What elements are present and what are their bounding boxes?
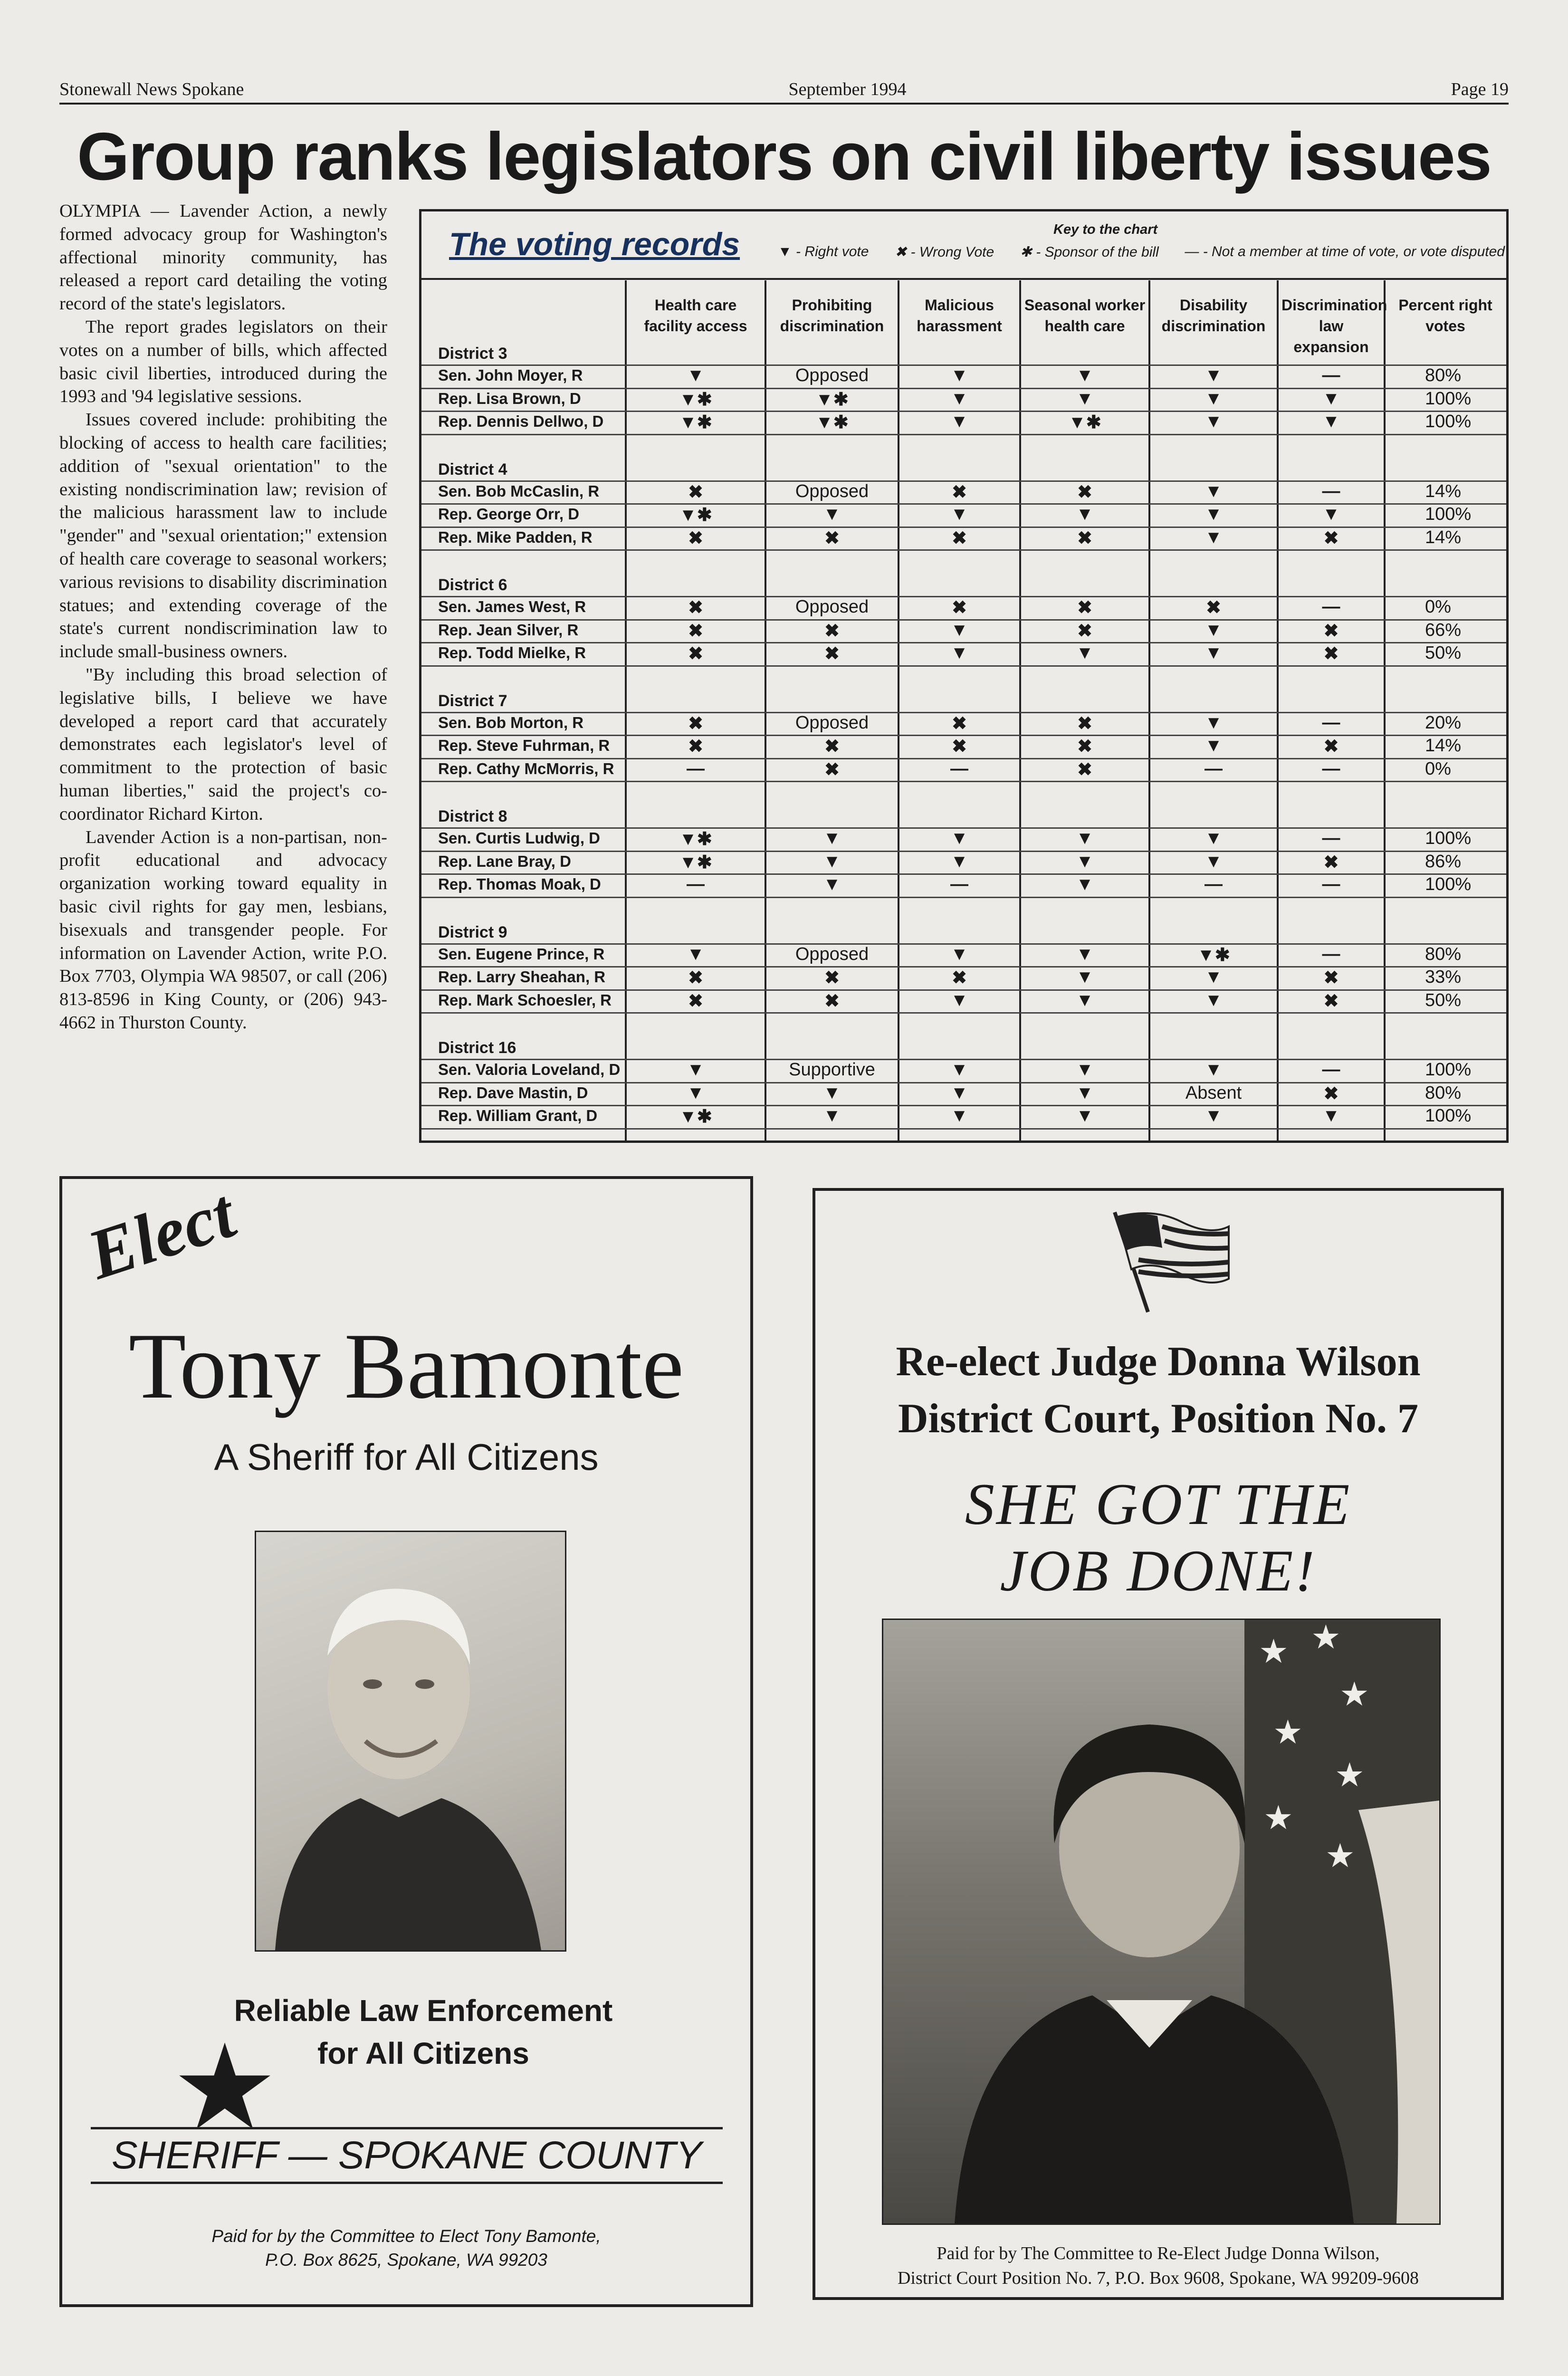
district-label: District 6 bbox=[438, 576, 507, 594]
vote-cell: ✖ bbox=[688, 713, 703, 734]
vote-cell: ✖ bbox=[1323, 621, 1339, 641]
svg-text:★: ★ bbox=[1273, 1713, 1303, 1752]
vote-cell: ▼✱ bbox=[1068, 412, 1101, 432]
portrait-illustration bbox=[883, 1620, 1439, 2223]
percent-cell: 50% bbox=[1425, 643, 1462, 663]
vote-cell: ▼ bbox=[950, 1060, 968, 1080]
vote-cell: ▼ bbox=[687, 365, 705, 385]
paid-for-notice bbox=[815, 2241, 1501, 2290]
vote-cell: ▼ bbox=[1076, 944, 1094, 964]
vote-cell: ▼ bbox=[1076, 643, 1094, 663]
legislator-name: Rep. Thomas Moak, D bbox=[438, 875, 601, 893]
vote-cell: ▼ bbox=[1322, 504, 1340, 524]
vote-cell: ▼ bbox=[1205, 967, 1223, 987]
vote-cell: ▼✱ bbox=[815, 412, 849, 432]
vote-cell: ▼✱ bbox=[1197, 945, 1230, 965]
vote-cell: — bbox=[1322, 365, 1340, 385]
american-flag-icon bbox=[1110, 1207, 1233, 1319]
vote-cell: ▼ bbox=[1205, 412, 1223, 431]
key-not-member: — - Not a member at time of vote, or vote disputed bbox=[1185, 244, 1505, 259]
vote-cell: ▼ bbox=[1322, 388, 1340, 409]
paid-line-2: P.O. Box 8625, Spokane, WA 99203 bbox=[265, 2250, 547, 2270]
percent-cell: 80% bbox=[1425, 1083, 1462, 1103]
page-number: Page 19 bbox=[1451, 79, 1509, 99]
legislator-name: Rep. Larry Sheahan, R bbox=[438, 968, 606, 986]
paid-line-1: Paid for by The Committee to Re-Elect Judge Donna Wilson, bbox=[937, 2243, 1380, 2263]
row-divider bbox=[421, 434, 1506, 435]
vote-cell: Absent bbox=[1185, 1083, 1242, 1103]
slogan-line-1: Reliable Law Enforcement bbox=[234, 1993, 613, 2028]
slogan-line-1: SHE GOT THE bbox=[965, 1472, 1352, 1537]
vote-cell: ▼ bbox=[1076, 504, 1094, 524]
percent-cell: 100% bbox=[1425, 504, 1472, 524]
vote-cell: ▼ bbox=[1205, 1060, 1223, 1080]
vote-cell: ▼ bbox=[823, 504, 841, 524]
article-paragraph: "By including this broad selection of legislative bills, I believe we have developed a report card that accurately demonstrates each legislator's level of commitment to the protection of basic human liberties," said the project's co-coordinator Richard Kirton. bbox=[59, 664, 387, 824]
vote-cell: ✖ bbox=[688, 737, 703, 757]
vote-cell: ▼ bbox=[950, 504, 968, 524]
vote-cell: ▼ bbox=[1205, 712, 1223, 733]
legislator-name: Rep. Mike Padden, R bbox=[438, 528, 593, 546]
vote-cell: — bbox=[950, 874, 968, 894]
vote-cell: Supportive bbox=[789, 1060, 875, 1080]
vote-cell: ▼✱ bbox=[679, 412, 712, 432]
page-header bbox=[59, 76, 1509, 105]
legislator-name: Sen. Valoria Loveland, D bbox=[438, 1061, 621, 1078]
vote-cell: ▼ bbox=[950, 412, 968, 431]
district-label: District 8 bbox=[438, 807, 507, 825]
vote-cell: ✖ bbox=[1077, 528, 1092, 548]
issue-date: September 1994 bbox=[788, 79, 907, 99]
district-label: District 3 bbox=[438, 345, 507, 363]
candidate-photo bbox=[255, 1531, 566, 1952]
district-label: District 7 bbox=[438, 691, 507, 710]
article-body bbox=[59, 200, 387, 1035]
vote-cell: Opposed bbox=[795, 712, 869, 733]
column-header: Discrimination law expansion bbox=[1281, 297, 1387, 355]
percent-cell: 0% bbox=[1425, 597, 1451, 617]
candidate-tagline: A Sheriff for All Citizens bbox=[214, 1436, 599, 1478]
vote-cell: ✖ bbox=[1077, 713, 1092, 734]
vote-cell: ▼✱ bbox=[679, 829, 712, 849]
percent-cell: 33% bbox=[1425, 967, 1462, 987]
vote-cell: ✖ bbox=[824, 644, 840, 664]
vote-cell: — bbox=[1322, 597, 1340, 617]
percent-cell: 80% bbox=[1425, 944, 1462, 964]
vote-cell: ▼ bbox=[823, 1106, 841, 1126]
percent-cell: 14% bbox=[1425, 736, 1462, 756]
vote-cell: ▼ bbox=[950, 828, 968, 848]
headline: Group ranks legislators on civil liberty issues bbox=[77, 119, 1491, 194]
column-header: Malicious harassment bbox=[917, 297, 1002, 335]
vote-cell: ▼✱ bbox=[679, 852, 712, 872]
vote-cell: ✖ bbox=[1323, 968, 1339, 988]
vote-cell: ✖ bbox=[688, 644, 703, 664]
vote-cell: ▼ bbox=[823, 851, 841, 872]
vote-cell: ✖ bbox=[952, 482, 967, 502]
ad-slogan bbox=[815, 1471, 1501, 1604]
vote-cell: ▼ bbox=[1205, 990, 1223, 1010]
vote-cell: ▼ bbox=[1322, 412, 1340, 431]
bamonte-ad bbox=[59, 1176, 753, 2307]
vote-cell: ▼ bbox=[823, 1083, 841, 1103]
vote-cell: ▼ bbox=[1076, 967, 1094, 987]
paid-line-2: District Court Position No. 7, P.O. Box 9608, Spokane, WA 99209-9608 bbox=[897, 2268, 1419, 2288]
key-right-vote: ▼ - Right vote bbox=[778, 244, 869, 259]
vote-cell: — bbox=[687, 874, 705, 894]
vote-cell: — bbox=[1322, 758, 1340, 779]
vote-cell: ▼ bbox=[1205, 851, 1223, 872]
vote-cell: — bbox=[1205, 758, 1223, 779]
vote-cell: ▼ bbox=[950, 388, 968, 409]
vote-cell: ✖ bbox=[688, 621, 703, 641]
vote-cell: — bbox=[1322, 828, 1340, 848]
column-header: Prohibiting discrimination bbox=[780, 297, 884, 335]
office-title: SHERIFF — SPOKANE COUNTY bbox=[91, 2127, 723, 2184]
row-divider bbox=[421, 1012, 1506, 1014]
chart-key bbox=[778, 244, 1505, 260]
vote-cell: ▼ bbox=[1205, 643, 1223, 663]
row-divider bbox=[421, 549, 1506, 551]
column-header: Seasonal worker health care bbox=[1024, 297, 1146, 335]
key-title: Key to the chart bbox=[1053, 222, 1158, 237]
percent-cell: 80% bbox=[1425, 365, 1462, 385]
vote-cell: ✖ bbox=[824, 991, 840, 1011]
vote-cell: ▼ bbox=[1076, 365, 1094, 385]
district-label: District 9 bbox=[438, 923, 507, 941]
vote-cell: ✖ bbox=[952, 737, 967, 757]
slogan-line-2: JOB DONE! bbox=[1000, 1538, 1317, 1603]
vote-cell: ✖ bbox=[824, 759, 840, 780]
vote-cell: — bbox=[950, 758, 968, 779]
key-sponsor: ✱ - Sponsor of the bill bbox=[1020, 244, 1159, 260]
vote-cell: ▼ bbox=[687, 1060, 705, 1080]
candidate-name: Tony Bamonte bbox=[128, 1314, 684, 1418]
vote-cell: Opposed bbox=[795, 365, 869, 385]
vote-cell: ✖ bbox=[1323, 1083, 1339, 1104]
legislator-name: Rep. Steve Fuhrman, R bbox=[438, 737, 610, 754]
article-paragraph: The report grades legislators on their votes on a number of bills, which affected basic civil liberties, introduced during the 1993 and '94 legislative sessions. bbox=[59, 316, 387, 407]
vote-cell: ▼ bbox=[823, 874, 841, 894]
vote-cell: — bbox=[1322, 874, 1340, 894]
paid-line-1: Paid for by the Committee to Elect Tony Bamonte, bbox=[211, 2226, 601, 2246]
legislator-name: Rep. George Orr, D bbox=[438, 505, 580, 523]
district-label: District 4 bbox=[438, 460, 507, 479]
legislator-name: Rep. William Grant, D bbox=[438, 1107, 598, 1124]
legislator-name: Rep. Cathy McMorris, R bbox=[438, 759, 614, 777]
vote-cell: ▼ bbox=[1205, 365, 1223, 385]
vote-cell: ✖ bbox=[1077, 482, 1092, 502]
vote-cell: ▼ bbox=[950, 851, 968, 872]
percent-cell: 100% bbox=[1425, 388, 1472, 409]
vote-cell: ✖ bbox=[952, 968, 967, 988]
legislator-name: Rep. Lisa Brown, D bbox=[438, 389, 581, 407]
legislator-name: Rep. Jean Silver, R bbox=[438, 621, 579, 639]
vote-cell: ✖ bbox=[688, 598, 703, 618]
slogan-line-2: for All Citizens bbox=[317, 2036, 529, 2070]
vote-cell: ▼ bbox=[687, 944, 705, 964]
vote-cell: ✖ bbox=[1077, 621, 1092, 641]
svg-text:★: ★ bbox=[1325, 1836, 1355, 1875]
vote-cell: ▼ bbox=[1076, 1083, 1094, 1103]
vote-cell: ▼ bbox=[1205, 504, 1223, 524]
svg-text:★: ★ bbox=[1339, 1675, 1369, 1714]
legislator-name: Rep. Dave Mastin, D bbox=[438, 1083, 588, 1102]
svg-text:★: ★ bbox=[1263, 1798, 1293, 1837]
vote-cell: — bbox=[1322, 944, 1340, 964]
vote-cell: Opposed bbox=[795, 481, 869, 501]
legislator-name: Rep. Lane Bray, D bbox=[438, 852, 571, 870]
district-label: District 16 bbox=[438, 1039, 516, 1057]
vote-cell: ✖ bbox=[1077, 737, 1092, 757]
row-divider bbox=[421, 1128, 1506, 1130]
percent-cell: 14% bbox=[1425, 527, 1462, 547]
row-divider bbox=[421, 665, 1506, 667]
legislator-name: Sen. Bob McCaslin, R bbox=[438, 482, 600, 500]
legislator-name: Rep. Todd Mielke, R bbox=[438, 644, 586, 661]
legislator-name: Sen. Curtis Ludwig, D bbox=[438, 829, 601, 847]
percent-cell: 50% bbox=[1425, 990, 1462, 1010]
vote-cell: ▼ bbox=[1076, 990, 1094, 1010]
vote-cell: ✖ bbox=[688, 482, 703, 502]
legislator-name: Sen. Eugene Prince, R bbox=[438, 945, 605, 963]
paper-name: Stonewall News Spokane bbox=[59, 79, 244, 99]
judge-photo bbox=[882, 1619, 1441, 2225]
vote-cell: ▼ bbox=[1076, 1060, 1094, 1080]
vote-cell: ▼ bbox=[1076, 388, 1094, 409]
percent-cell: 14% bbox=[1425, 481, 1462, 501]
row-divider bbox=[421, 781, 1506, 782]
vote-cell: — bbox=[1322, 1060, 1340, 1080]
voting-records-table bbox=[419, 209, 1509, 1143]
vote-cell: ✖ bbox=[952, 528, 967, 548]
percent-cell: 66% bbox=[1425, 620, 1462, 640]
vote-cell: ▼ bbox=[950, 1083, 968, 1103]
vote-cell: ▼ bbox=[950, 620, 968, 640]
legislator-name: Rep. Dennis Dellwo, D bbox=[438, 412, 604, 430]
row-divider bbox=[421, 897, 1506, 898]
vote-cell: — bbox=[1322, 481, 1340, 501]
vote-cell: ▼ bbox=[1205, 481, 1223, 501]
vote-cell: ✖ bbox=[1323, 852, 1339, 872]
vote-cell: ✖ bbox=[688, 991, 703, 1011]
vote-cell: ✖ bbox=[952, 713, 967, 734]
vote-cell: ▼ bbox=[1205, 388, 1223, 409]
vote-cell: ▼✱ bbox=[679, 1107, 712, 1127]
paid-for-notice bbox=[62, 2224, 750, 2272]
wilson-ad bbox=[813, 1188, 1504, 2300]
article-paragraph: Lavender Action is a non-partisan, non-profit educational and advocacy organization working toward equality in basic civil rights for gay men, lesbians, bisexuals and transgender people. For information on Lavender Action, write P.O. Box 7703, Olympia WA 98507, or call (206) 813-8596 in King County, or (206) 943-4662 in Thurston County. bbox=[59, 827, 387, 1033]
column-header: Health care facility access bbox=[644, 297, 747, 335]
vote-cell: ✖ bbox=[688, 968, 703, 988]
legislator-name: Rep. Mark Schoesler, R bbox=[438, 991, 612, 1009]
vote-cell: ✖ bbox=[1206, 598, 1221, 618]
column-header: Percent right votes bbox=[1398, 297, 1492, 335]
header-divider bbox=[421, 278, 1506, 280]
percent-cell: 100% bbox=[1425, 828, 1472, 848]
vote-cell: ✖ bbox=[1323, 644, 1339, 664]
vote-cell: ✖ bbox=[1323, 737, 1339, 757]
heading-line-2: District Court, Position No. 7 bbox=[898, 1396, 1418, 1442]
vote-cell: ✖ bbox=[824, 528, 840, 548]
vote-cell: ▼ bbox=[687, 1083, 705, 1103]
table-title: The voting records bbox=[449, 226, 740, 262]
vote-cell: ✖ bbox=[824, 737, 840, 757]
vote-cell: ▼ bbox=[950, 365, 968, 385]
vote-cell: ▼ bbox=[950, 990, 968, 1010]
svg-text:★: ★ bbox=[1259, 1632, 1289, 1671]
percent-cell: 20% bbox=[1425, 712, 1462, 733]
vote-cell: ✖ bbox=[1077, 759, 1092, 780]
vote-cell: ▼✱ bbox=[679, 389, 712, 410]
vote-cell: ✖ bbox=[1323, 528, 1339, 548]
vote-cell: ▼ bbox=[1205, 828, 1223, 848]
vote-cell: ▼ bbox=[1076, 851, 1094, 872]
vote-cell: ▼ bbox=[1076, 828, 1094, 848]
vote-cell: — bbox=[1322, 712, 1340, 733]
percent-cell: 100% bbox=[1425, 412, 1472, 431]
article-paragraph: Issues covered include: prohibiting the blocking of access to health care facilities; addition of "sexual orientation" to the existing nondiscrimination law; revision of the malicious harassment law to include "gender" and "sexual orientation;" extension of health care coverage to seasonal workers; various revisions to disability discrimination statues; and extending coverage of the state's current nondiscrimination law to include small-business owners. bbox=[59, 410, 387, 662]
legislator-name: Sen. Bob Morton, R bbox=[438, 713, 584, 731]
vote-cell: ▼✱ bbox=[815, 389, 849, 410]
vote-cell: ▼✱ bbox=[679, 505, 712, 525]
vote-cell: ▼ bbox=[950, 643, 968, 663]
vote-cell: ▼ bbox=[1205, 620, 1223, 640]
percent-cell: 100% bbox=[1425, 1060, 1472, 1080]
column-header: Disability discrimination bbox=[1161, 297, 1266, 335]
vote-cell: Opposed bbox=[795, 597, 869, 617]
vote-cell: ▼ bbox=[950, 944, 968, 964]
vote-cell: — bbox=[687, 758, 705, 779]
vote-cell: ▼ bbox=[950, 1106, 968, 1126]
vote-cell: ✖ bbox=[1323, 991, 1339, 1011]
percent-cell: 86% bbox=[1425, 851, 1462, 872]
article-paragraph: OLYMPIA — Lavender Action, a newly formed advocacy group for Washington's affectional minority community, has released a report card detailing the voting record of the state's legislators. bbox=[59, 201, 387, 314]
vote-cell: ✖ bbox=[824, 968, 840, 988]
vote-cell: ✖ bbox=[1077, 598, 1092, 618]
vote-cell: — bbox=[1205, 874, 1223, 894]
elect-label: Elect bbox=[78, 1174, 244, 1294]
vote-cell: ✖ bbox=[824, 621, 840, 641]
vote-cell: ▼ bbox=[823, 828, 841, 848]
svg-text:★: ★ bbox=[1335, 1755, 1365, 1794]
star-icon: ★ bbox=[172, 2023, 278, 2155]
vote-cell: ▼ bbox=[1322, 1106, 1340, 1126]
svg-text:★: ★ bbox=[1311, 1620, 1341, 1657]
vote-cell: ▼ bbox=[1205, 736, 1223, 756]
vote-cell: ▼ bbox=[1076, 1106, 1094, 1126]
legislator-name: Sen. James West, R bbox=[438, 598, 586, 615]
percent-cell: 0% bbox=[1425, 758, 1451, 779]
legislator-name: Sen. John Moyer, R bbox=[438, 366, 583, 384]
vote-cell: ▼ bbox=[1205, 1106, 1223, 1126]
key-wrong-vote: ✖ - Wrong Vote bbox=[895, 244, 994, 260]
vote-cell: ▼ bbox=[1076, 874, 1094, 894]
vote-cell: ✖ bbox=[952, 598, 967, 618]
percent-cell: 100% bbox=[1425, 874, 1472, 894]
ad-heading bbox=[815, 1333, 1501, 1447]
vote-cell: Opposed bbox=[795, 944, 869, 964]
vote-cell: ▼ bbox=[1205, 527, 1223, 547]
portrait-illustration bbox=[256, 1532, 565, 1950]
heading-line-1: Re-elect Judge Donna Wilson bbox=[896, 1339, 1421, 1385]
vote-cell: ✖ bbox=[688, 528, 703, 548]
percent-cell: 100% bbox=[1425, 1106, 1472, 1126]
